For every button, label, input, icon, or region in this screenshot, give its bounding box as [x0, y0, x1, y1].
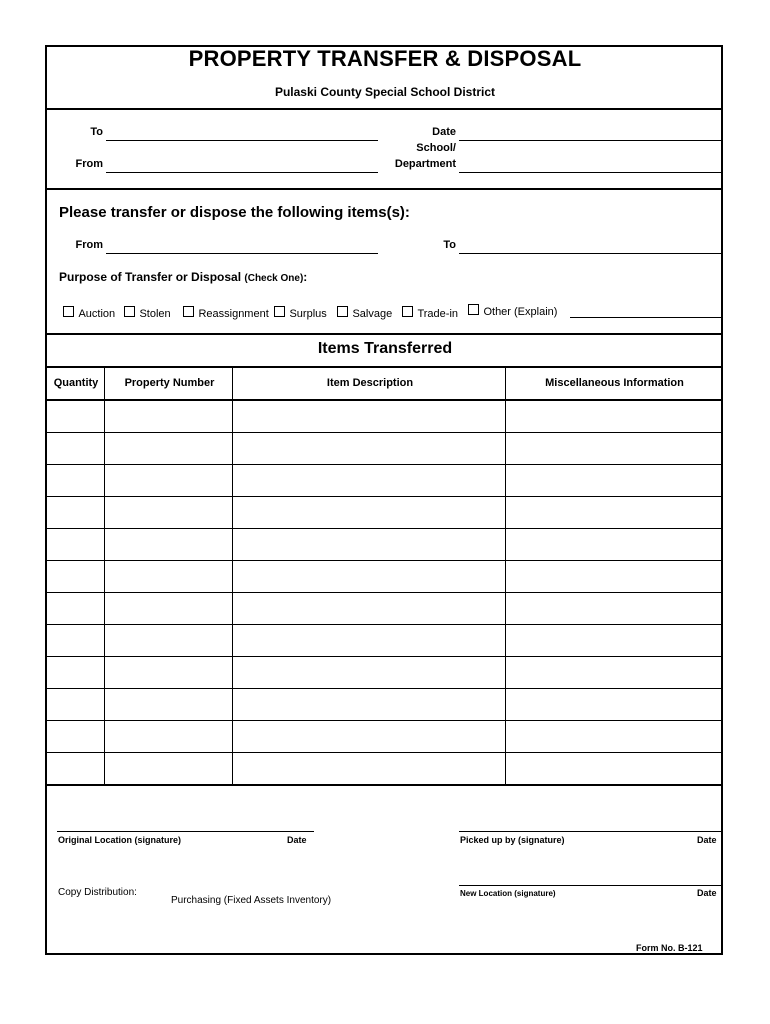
date-label-1: Date — [287, 835, 307, 845]
option-surplus[interactable]: Surplus — [274, 304, 327, 322]
col-item-description: Item Description — [326, 377, 414, 389]
table-row — [45, 624, 723, 625]
divider — [45, 366, 723, 368]
transfer-to-label: To — [443, 239, 456, 251]
copy-distribution-label: Copy Distribution: — [58, 887, 137, 898]
new-location-label: New Location (signature) — [460, 889, 556, 898]
purchasing-label: Purchasing (Fixed Assets Inventory) — [171, 895, 332, 906]
table-row — [45, 592, 723, 593]
col-quantity: Quantity — [53, 377, 99, 389]
from-label: From — [75, 158, 103, 170]
from-field[interactable] — [106, 172, 378, 173]
new-location-signature-line[interactable] — [459, 885, 722, 886]
department-label: Department — [394, 158, 456, 170]
picked-up-signature-line[interactable] — [459, 831, 722, 832]
other-explain-field[interactable] — [570, 317, 722, 318]
form-border — [45, 45, 723, 955]
checkbox[interactable] — [337, 306, 348, 317]
date-label: Date — [432, 126, 456, 138]
purpose-heading — [59, 270, 307, 284]
transfer-from-field[interactable] — [106, 253, 378, 254]
purpose-colon: : — [303, 270, 308, 284]
option-reassignment[interactable]: Reassignment — [183, 304, 269, 322]
col-misc-info: Miscellaneous Information — [545, 377, 684, 389]
col-property-number: Property Number — [124, 377, 215, 389]
transfer-from-label: From — [75, 239, 103, 251]
table-row — [45, 752, 723, 753]
checkbox[interactable] — [468, 304, 479, 315]
divider — [45, 188, 723, 190]
items-heading: Items Transferred — [317, 340, 453, 357]
table-row — [45, 464, 723, 465]
purpose-hint: (Check One) — [244, 273, 304, 284]
original-location-signature-line[interactable] — [57, 831, 314, 832]
table-row — [45, 496, 723, 497]
form-title: PROPERTY TRANSFER & DISPOSAL — [188, 46, 582, 71]
checkbox[interactable] — [124, 306, 135, 317]
table-row — [45, 432, 723, 433]
table-row — [45, 560, 723, 561]
table-row — [45, 720, 723, 721]
divider — [45, 784, 723, 786]
original-location-label: Original Location (signature) — [58, 835, 182, 845]
form-number: Form No. B-121 — [636, 943, 703, 953]
header-rule — [45, 399, 723, 401]
divider — [45, 333, 723, 335]
date-field[interactable] — [459, 140, 722, 141]
col-divider — [232, 367, 233, 784]
form-subtitle: Pulaski County Special School District — [274, 85, 496, 99]
checkbox[interactable] — [63, 306, 74, 317]
option-stolen[interactable]: Stolen — [124, 304, 171, 322]
checkbox[interactable] — [274, 306, 285, 317]
divider — [45, 108, 723, 110]
transfer-to-field[interactable] — [459, 253, 722, 254]
picked-up-label: Picked up by (signature) — [460, 835, 565, 845]
option-trade-in[interactable]: Trade-in — [402, 304, 458, 322]
col-divider — [505, 367, 506, 784]
checkbox[interactable] — [183, 306, 194, 317]
transfer-heading: Please transfer or dispose the following items(s): — [59, 204, 410, 221]
option-other[interactable]: Other (Explain) — [468, 302, 557, 320]
table-row — [45, 528, 723, 529]
checkbox[interactable] — [402, 306, 413, 317]
to-label: To — [90, 126, 103, 138]
department-field[interactable] — [459, 172, 722, 173]
purpose-label: Purpose of Transfer or Disposal — [59, 270, 242, 284]
table-row — [45, 656, 723, 657]
option-auction[interactable]: Auction — [63, 304, 115, 322]
col-divider — [104, 367, 105, 784]
option-salvage[interactable]: Salvage — [337, 304, 392, 322]
to-field[interactable] — [106, 140, 378, 141]
school-label: School/ — [416, 142, 456, 154]
table-row — [45, 688, 723, 689]
date-label-3: Date — [697, 888, 717, 898]
date-label-2: Date — [697, 835, 717, 845]
